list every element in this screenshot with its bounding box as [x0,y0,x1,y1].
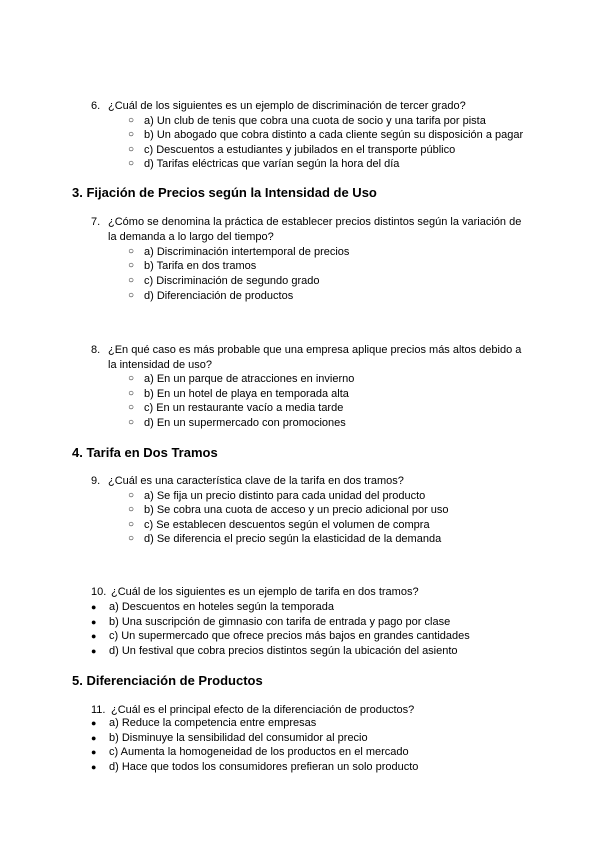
document-page: 6. ¿Cuál de los siguientes es un ejemplo de discriminación de tercer grado? ○ a) Un club de tenis que cobra una cuota de socio y una tarifa por pista ○ b) Un abogado que cobra distinto a cada cliente según su disposición a pagar ○ c) Descuentos a estudiantes y jubilados en el transporte público ○ d) Tarifas eléctricas que varían según la hora del día 3. Fijación de Precios según la Intensidad de Uso 7. ¿Cómo se denomina la práctica de establecer precios distintos según la variación de la demanda a lo largo del tiempo? ○ a) Discriminación intertemporal de precios ○ b) Tarifa en dos tramos ○ c) Discriminación de segundo grado ○ d) Diferenciación de productos 8. ¿En qué caso es más probable que una empresa aplique precios más altos debido a la intensidad de uso? ○ a) En un parque de atracciones en invierno ○ b) En un hotel de playa en temporada alta ○ c) En un restaurante vacío a media tarde ○ d) En un supermercado con promociones 4. Tarifa en Dos Tramos 9. ¿Cuál es una característica clave de la tarifa en dos tramos? ○ a) Se fija un precio distinto para cada unidad del producto ○ b) Se cobra una cuota de acceso y un precio adicional por uso ○ c) Se establecen descuentos según el volumen de compra ○ d) Se diferencia el precio según la elasticidad de la demanda 10. ¿Cuál de los siguientes es un ejemplo de tarifa en dos tramos? ● a) Descuentos en hoteles según la temporada ● b) Una suscripción de gimnasio con tarifa de entrada y pago por clase ● c) Un supermercado que ofrece precios más bajos en grandes cantidades ● d) Un festival que cobra precios distintos según la ubicación del asiento 5. Diferenciación de Productos 11. ¿Cuál es el principal efecto de la diferenciación de productos? ● a) Reduce la competencia entre empresas ● b) Disminuye la sensibilidad del consumidor al precio ● c) Aumenta la homogeneidad de los productos en el mercado ● d) Hace que todos los consumidores prefieran un solo producto [0,0,600,848]
circle-bullet-icon: ○ [128,373,135,384]
question-7 [91,215,551,245]
filled-bullet-icon: ● [91,733,97,743]
circle-bullet-icon: ○ [128,290,135,301]
filled-bullet-icon: ● [91,602,97,612]
question-number: 9. [91,475,101,487]
circle-bullet-icon: ○ [128,388,135,399]
section-heading-3: 3. Fijación de Precios según la Intensidad de Uso [72,185,377,200]
question-text: ¿Cuál es el principal efecto de la diferenciación de productos? [111,704,415,716]
filled-bullet-icon: ● [91,762,97,772]
question-number: 6. [91,100,101,112]
section-heading-4: 4. Tarifa en Dos Tramos [72,445,218,460]
question-text-line-1: ¿En qué caso es más probable que una empresa aplique precios más altos debido a [108,344,522,356]
filled-bullet-icon: ● [91,718,97,728]
circle-bullet-icon: ○ [128,115,135,126]
circle-bullet-icon: ○ [128,519,135,530]
circle-bullet-icon: ○ [128,158,135,169]
filled-bullet-icon: ● [91,617,97,627]
circle-bullet-icon: ○ [128,275,135,286]
question-text: ¿Cuál de los siguientes es un ejemplo de tarifa en dos tramos? [111,586,419,598]
question-text-line-2: la demanda a lo largo del tiempo? [108,231,274,243]
circle-bullet-icon: ○ [128,246,135,257]
circle-bullet-icon: ○ [128,144,135,155]
filled-bullet-icon: ● [91,631,97,641]
section-heading-5: 5. Diferenciación de Productos [72,673,263,688]
question-text-line-2: la intensidad de uso? [108,359,212,371]
circle-bullet-icon: ○ [128,533,135,544]
circle-bullet-icon: ○ [128,417,135,428]
question-number: 8. [91,344,101,356]
filled-bullet-icon: ● [91,747,97,757]
question-text: ¿Cuál de los siguientes es un ejemplo de discriminación de tercer grado? [108,100,466,112]
question-number: 7. [91,216,101,228]
filled-bullet-icon: ● [91,646,97,656]
circle-bullet-icon: ○ [128,129,135,140]
circle-bullet-icon: ○ [128,504,135,515]
question-text: ¿Cuál es una característica clave de la tarifa en dos tramos? [108,475,404,487]
circle-bullet-icon: ○ [128,260,135,271]
circle-bullet-icon: ○ [128,490,135,501]
question-number: 10. [91,586,107,598]
question-number: 11. [91,704,106,716]
question-text-line-1: ¿Cómo se denomina la práctica de establecer precios distintos según la variación de [108,216,522,228]
circle-bullet-icon: ○ [128,402,135,413]
question-8 [91,343,551,373]
